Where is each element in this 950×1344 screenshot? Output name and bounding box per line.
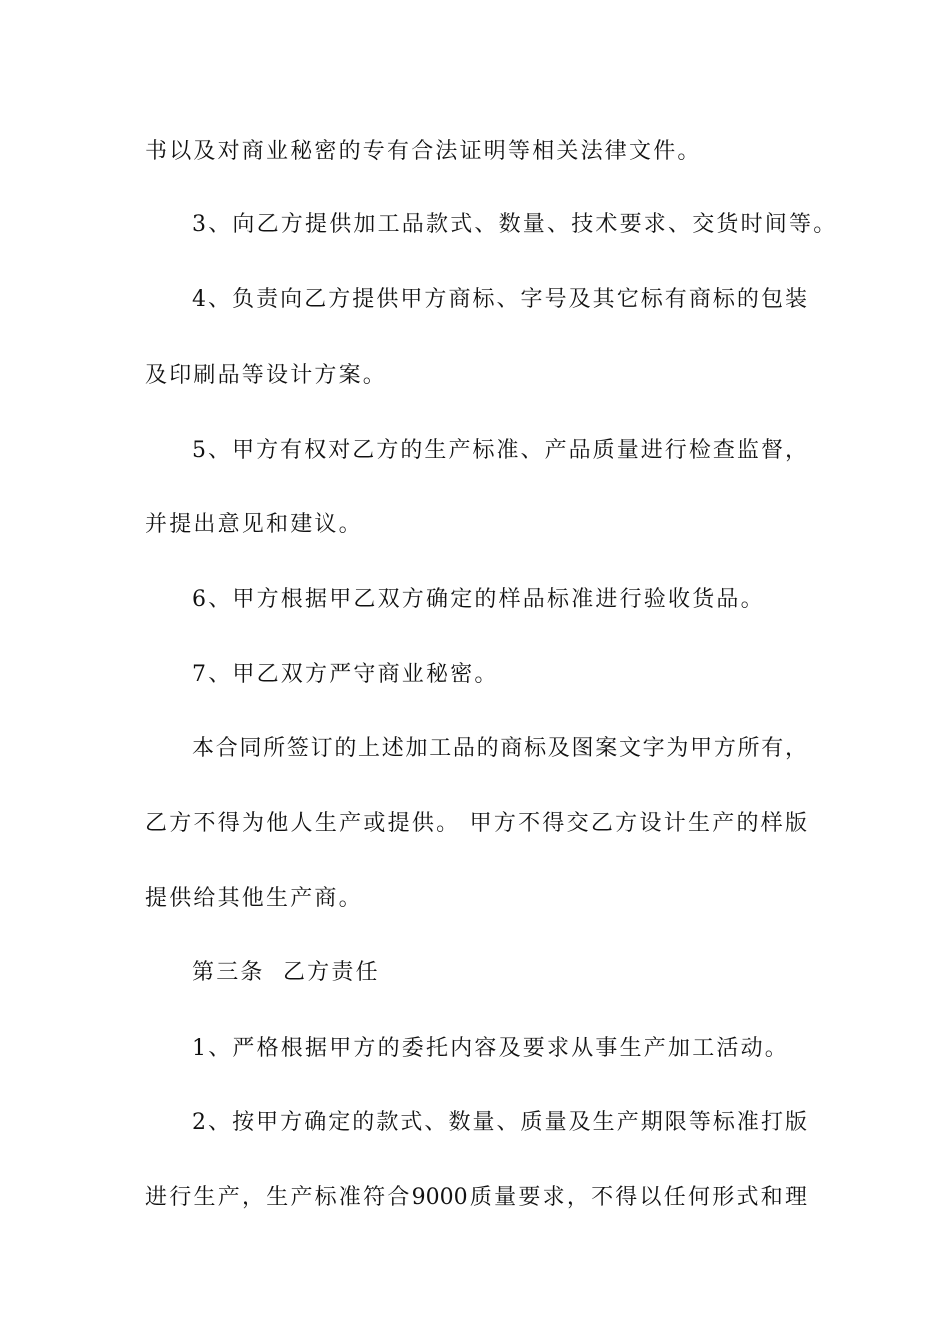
text-line: 进行生产，生产标准符合9000质量要求，不得以任何形式和理 — [145, 1185, 807, 1210]
text-line: 7、甲乙双方严守商业秘密。 — [192, 662, 499, 687]
text-line: 4、负责向乙方提供甲方商标、字号及其它标有商标的包装 — [192, 287, 807, 312]
text-line: 并提出意见和建议。 — [145, 512, 363, 537]
text-line: 6、甲方根据甲乙双方确定的样品标准进行验收货品。 — [192, 587, 765, 612]
text-line: 提供给其他生产商。 — [145, 886, 363, 911]
text-line: 及印刷品等设计方案。 — [145, 363, 388, 388]
text-line: 2、按甲方确定的款式、数量、质量及生产期限等标准打版 — [192, 1110, 807, 1135]
text-line: 5、甲方有权对乙方的生产标准、产品质量进行检查监督， — [192, 438, 807, 463]
section-heading: 第三条 乙方责任 — [192, 960, 380, 985]
text-line: 书以及对商业秘密的专有合法证明等相关法律文件。 — [145, 139, 702, 164]
text-line: 3、向乙方提供加工品款式、数量、技术要求、交货时间等。 — [192, 212, 838, 237]
text-line: 1、严格根据甲方的委托内容及要求从事生产加工活动。 — [192, 1036, 789, 1061]
text-line: 乙方不得为他人生产或提供。 甲方不得交乙方设计生产的样版 — [145, 811, 807, 836]
text-line: 本合同所签订的上述加工品的商标及图案文字为甲方所有， — [192, 736, 807, 761]
